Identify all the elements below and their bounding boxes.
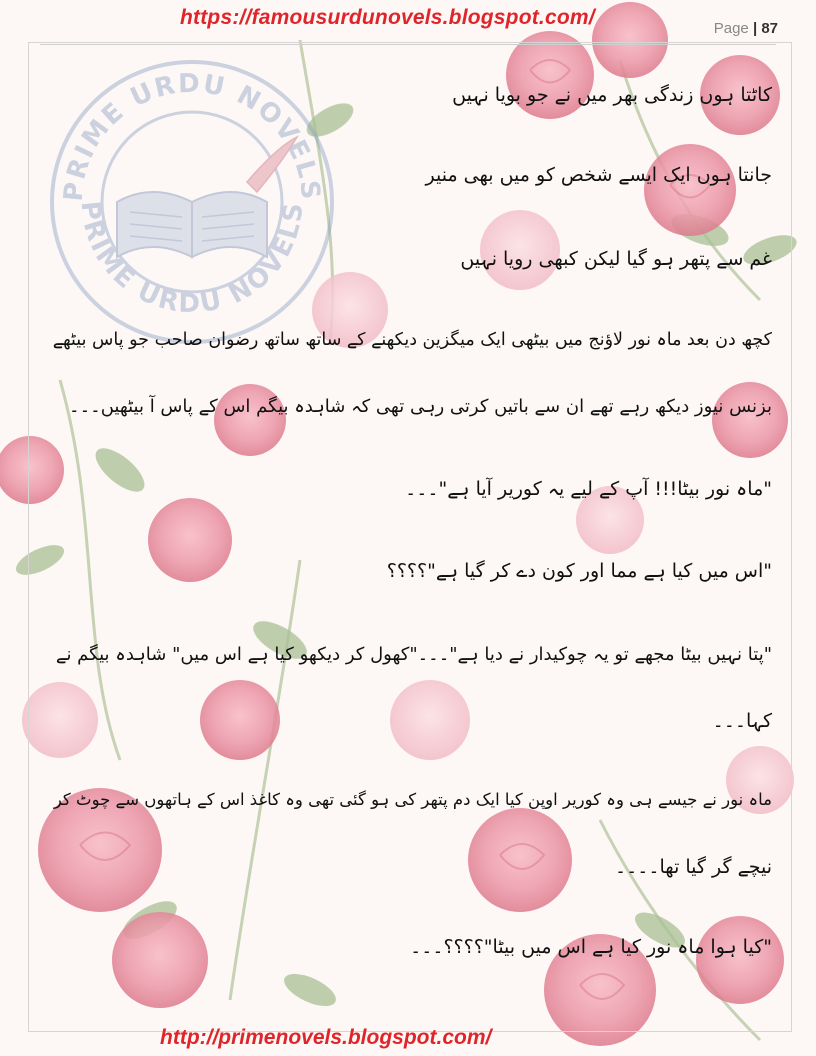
dialogue-line: کہا۔۔۔: [712, 710, 772, 732]
header-url-link[interactable]: https://famousurdunovels.blogspot.com/: [180, 6, 595, 29]
poetry-line: جانتا ہوں ایک ایسے شخص کو میں بھی منیر: [425, 164, 772, 186]
dialogue-line: "اس میں کیا ہے مما اور کون دے کر گیا ہے"؟؟؟؟: [386, 560, 772, 582]
svg-text:PRIME URDU NOVELS: [59, 69, 326, 203]
page-number-value: 87: [761, 20, 778, 37]
paragraph-line: بزنس نیوز دیکھ رہے تھے ان سے باتیں کرتی رہی تھی کہ شاہدہ بیگم اس کے پاس آ بیٹھیں۔۔۔: [69, 396, 772, 417]
watermark-bottom-text: PRIME URDU NOVELS: [74, 199, 310, 320]
footer-url-link[interactable]: http://primenovels.blogspot.com/: [160, 1026, 492, 1049]
dialogue-line: "پتا نہیں بیٹا مجھے تو یہ چوکیدار نے دیا ہے"۔۔۔"کھول کر دیکھو کیا ہے اس میں" شاہدہ بیگم نے: [55, 644, 772, 665]
dialogue-line: "کیا ہوا ماہ نور کیا ہے اس میں بیٹا"؟؟؟؟۔۔۔: [410, 936, 772, 958]
watermark-emblem: [42, 52, 342, 352]
watermark-top-text: PRIME URDU NOVELS: [58, 68, 326, 203]
page-number: Page | 87: [713, 20, 778, 37]
poetry-line: کاٹتا ہوں زندگی بھر میں نے جو بویا نہیں: [452, 84, 772, 106]
paragraph-line: ماہ نور نے جیسے ہی وہ کوریر اوپن کیا ایک دم پتھر کی ہو گئی تھی وہ کاغذ اس کے ہاتھوں سے چوٹ کر: [53, 790, 772, 809]
poetry-line: غم سے پتھر ہو گیا لیکن کبھی رویا نہیں: [460, 248, 772, 270]
paragraph-line: کچھ دن بعد ماہ نور لاؤنج میں بیٹھی ایک میگزین دیکھنے کے ساتھ ساتھ رضوان صاحب جو پاس بیٹھے: [52, 330, 772, 350]
dialogue-line: "ماہ نور بیٹا!!! آپ کے لیے یہ کوریر آیا ہے"۔۔۔: [405, 478, 772, 500]
paragraph-line: نیچے گر گیا تھا۔۔۔۔: [614, 856, 772, 878]
header-divider: [40, 44, 776, 45]
page-label: Page: [713, 20, 749, 37]
